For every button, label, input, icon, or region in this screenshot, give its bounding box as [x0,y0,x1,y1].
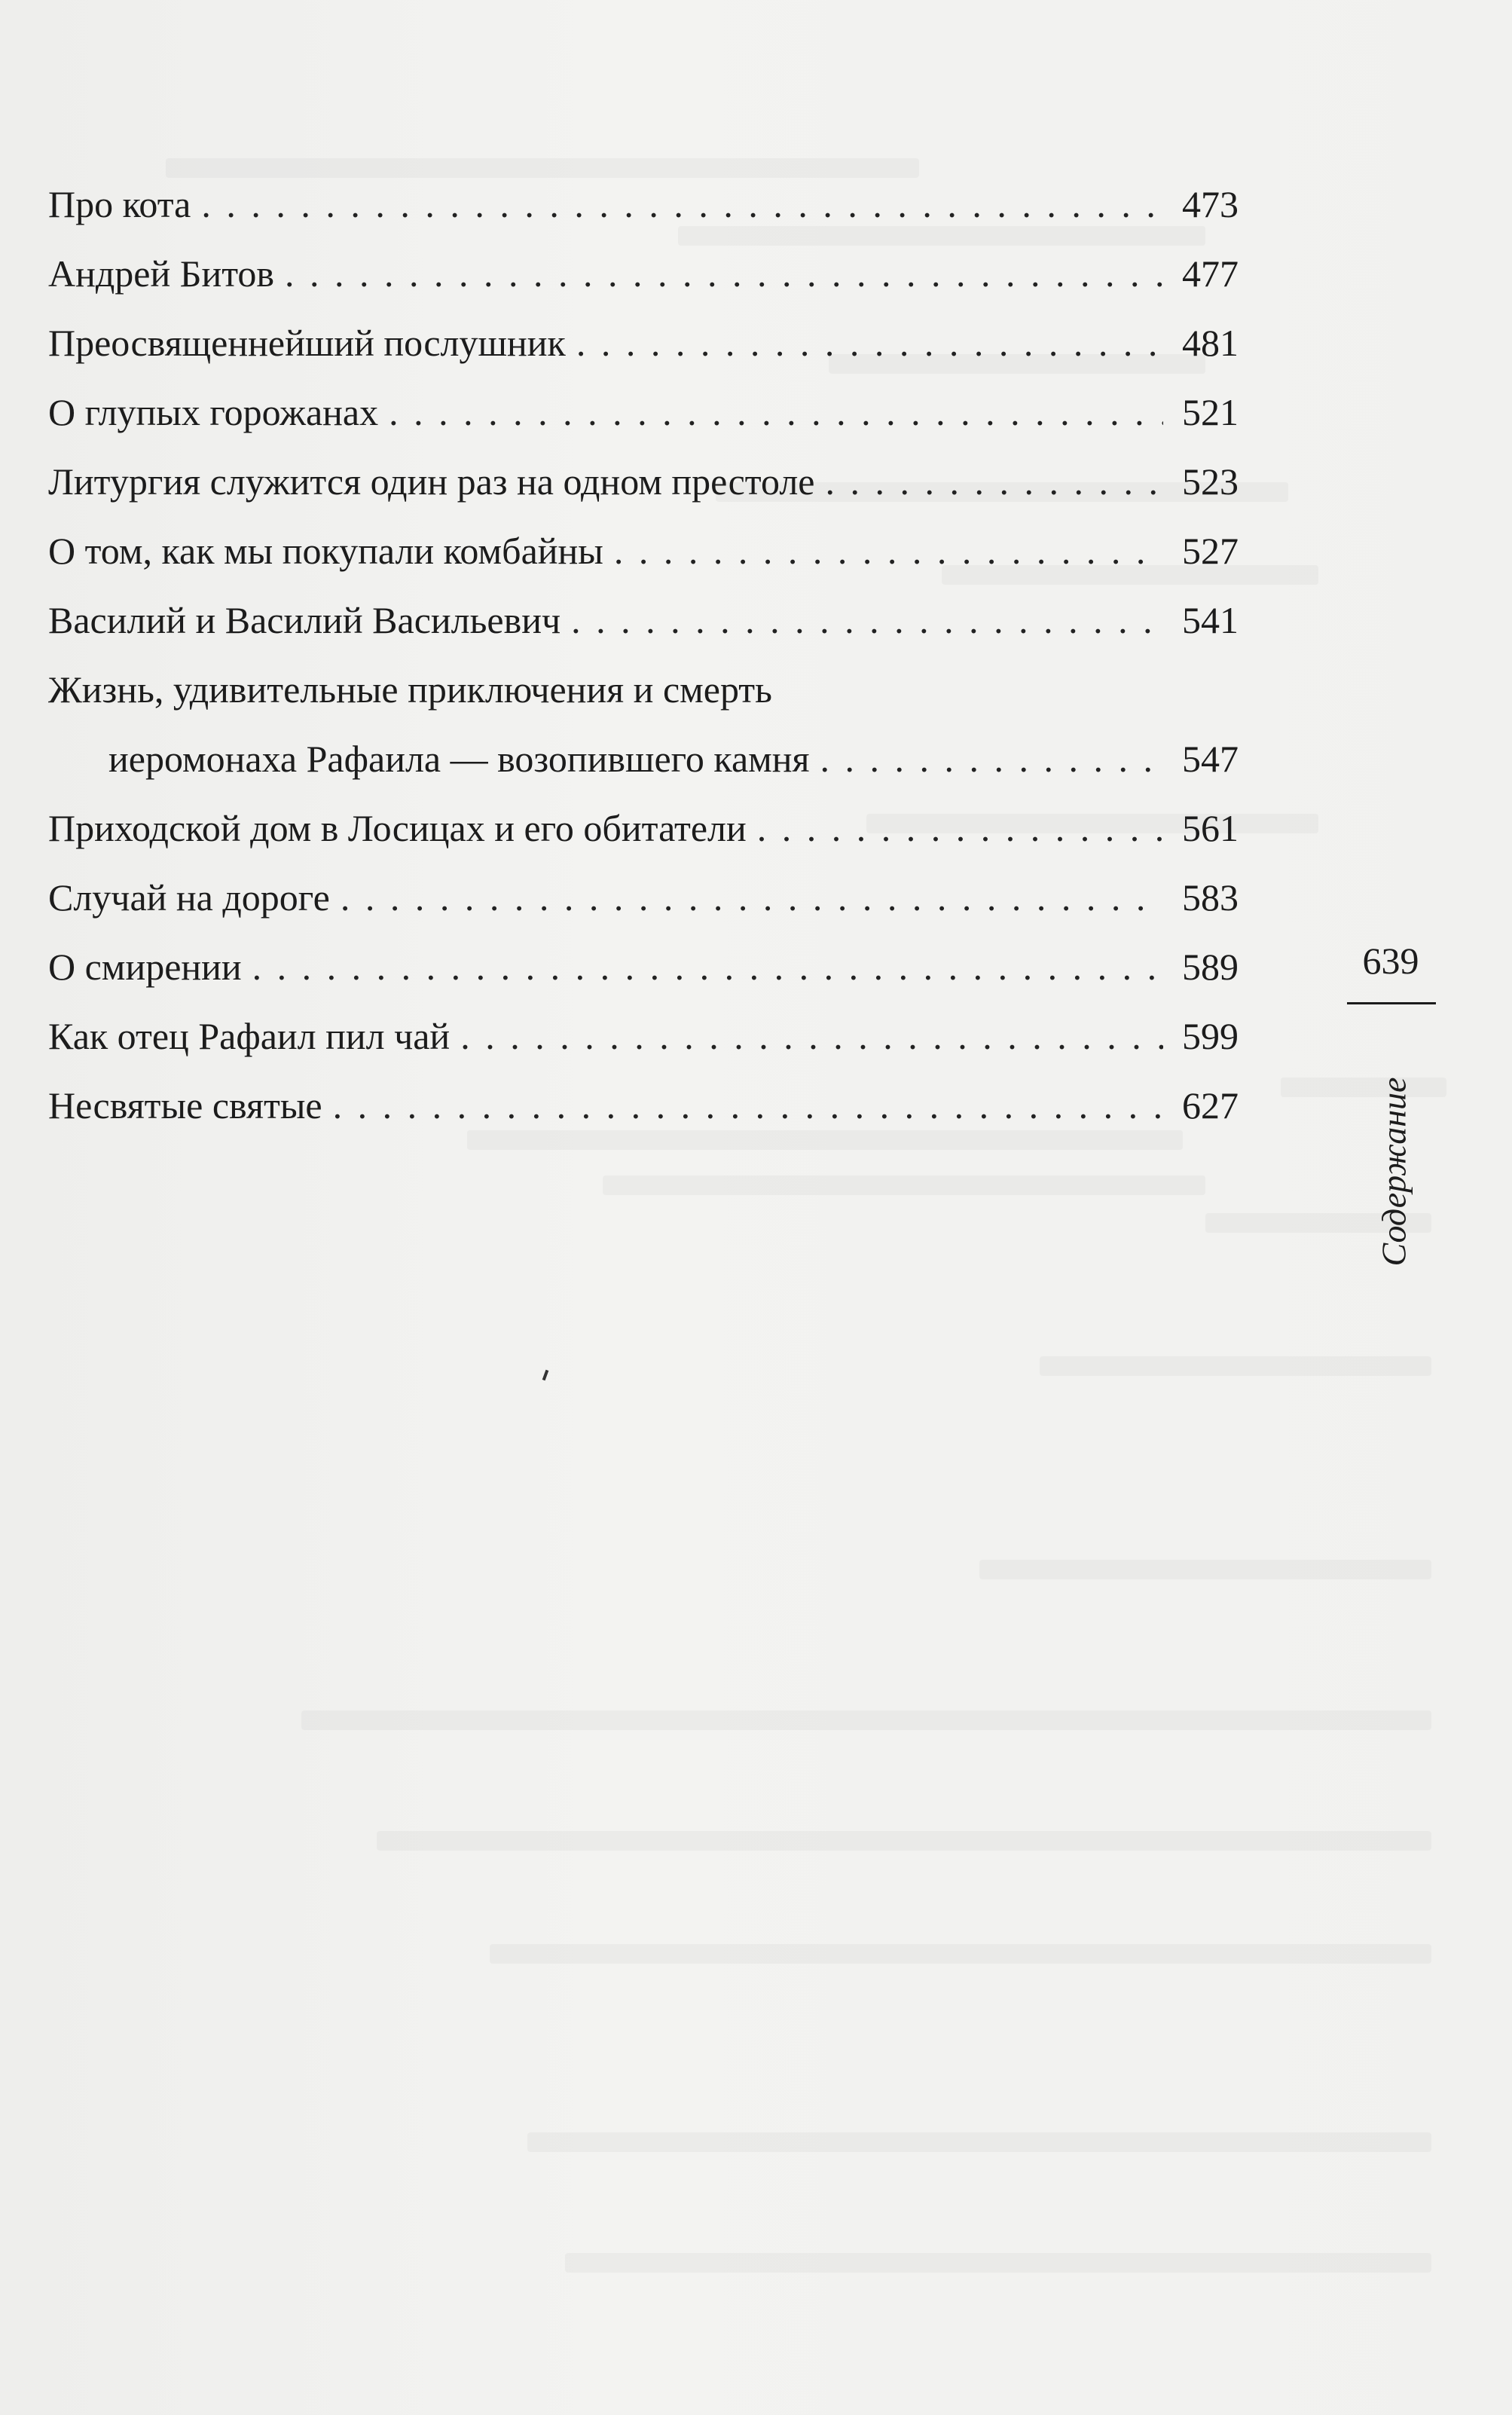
dot-leader [825,447,1163,516]
toc-entry[interactable] [48,516,1239,585]
toc-entry-page: 547 [1182,738,1239,780]
toc-entry-page: 481 [1182,322,1239,364]
toc-entry-title: Преосвященнейший послушник [48,322,566,364]
toc-entry-title: О смирении [48,946,242,988]
toc-entry-title: Литургия служится один раз на одном престоле [48,460,815,503]
folio-divider [1347,1002,1436,1004]
toc-entry-title: Несвятые святые [48,1084,322,1126]
toc-entry[interactable] [48,863,1239,932]
toc-entry-title: Андрей Битов [48,252,275,295]
dot-leader [820,724,1163,793]
toc-entry-page: 477 [1182,252,1239,295]
ink-speck [542,1370,549,1381]
toc-entry-title: Случай на дороге [48,876,330,919]
dot-leader [285,239,1163,308]
toc-entry-continuation[interactable] [48,724,1239,793]
toc-entry-page: 523 [1182,460,1239,503]
toc-entry[interactable] [48,793,1239,863]
toc-entry[interactable] [48,239,1239,308]
toc-entry[interactable] [48,585,1239,655]
page-number: 639 [1362,940,1419,982]
toc-entry-page: 589 [1182,946,1239,988]
dot-leader [614,516,1163,585]
table-of-contents [48,170,1239,1140]
toc-entry-page: 583 [1182,876,1239,919]
toc-entry-title: Василий и Василий Васильевич [48,599,561,641]
running-head-label: Содержание [1374,1077,1413,1267]
dot-leader [460,1001,1163,1071]
toc-entry[interactable] [48,447,1239,516]
dot-leader [341,863,1163,932]
dot-leader [333,1071,1163,1140]
toc-entry[interactable] [48,1071,1239,1140]
toc-entry-page: 473 [1182,183,1239,225]
toc-entry-title: Про кота [48,183,191,225]
toc-entry-title-continuation: иеромонаха Рафаила — возопившего камня [108,738,810,780]
toc-entry[interactable] [48,1001,1239,1071]
toc-entry-title: О том, как мы покупали комбайны [48,530,603,572]
toc-entry-page: 561 [1182,807,1239,849]
toc-entry-title: Как отец Рафаил пил чай [48,1015,451,1057]
toc-entry-page: 541 [1182,599,1239,641]
toc-entry[interactable] [48,170,1239,239]
toc-entry-page: 599 [1182,1015,1239,1057]
toc-entry[interactable] [48,378,1239,447]
dot-leader [571,585,1163,655]
dot-leader [201,170,1163,239]
toc-entry-page: 527 [1182,530,1239,572]
toc-entry-first-line[interactable] [48,655,1239,724]
toc-entry-title: О глупых горожанах [48,391,379,433]
dot-leader [252,932,1163,1001]
toc-entry-title: Приходской дом в Лосицах и его обитатели [48,807,747,849]
dot-leader [389,378,1163,447]
running-head [1371,1044,1416,1300]
toc-entry[interactable] [48,932,1239,1001]
toc-entry[interactable] [48,308,1239,378]
toc-entry-title: Жизнь, удивительные приключения и смерть [48,668,772,711]
dot-leader [576,308,1163,378]
toc-entry-page: 521 [1182,391,1239,433]
toc-entry-page: 627 [1182,1084,1239,1126]
dot-leader [757,793,1163,863]
